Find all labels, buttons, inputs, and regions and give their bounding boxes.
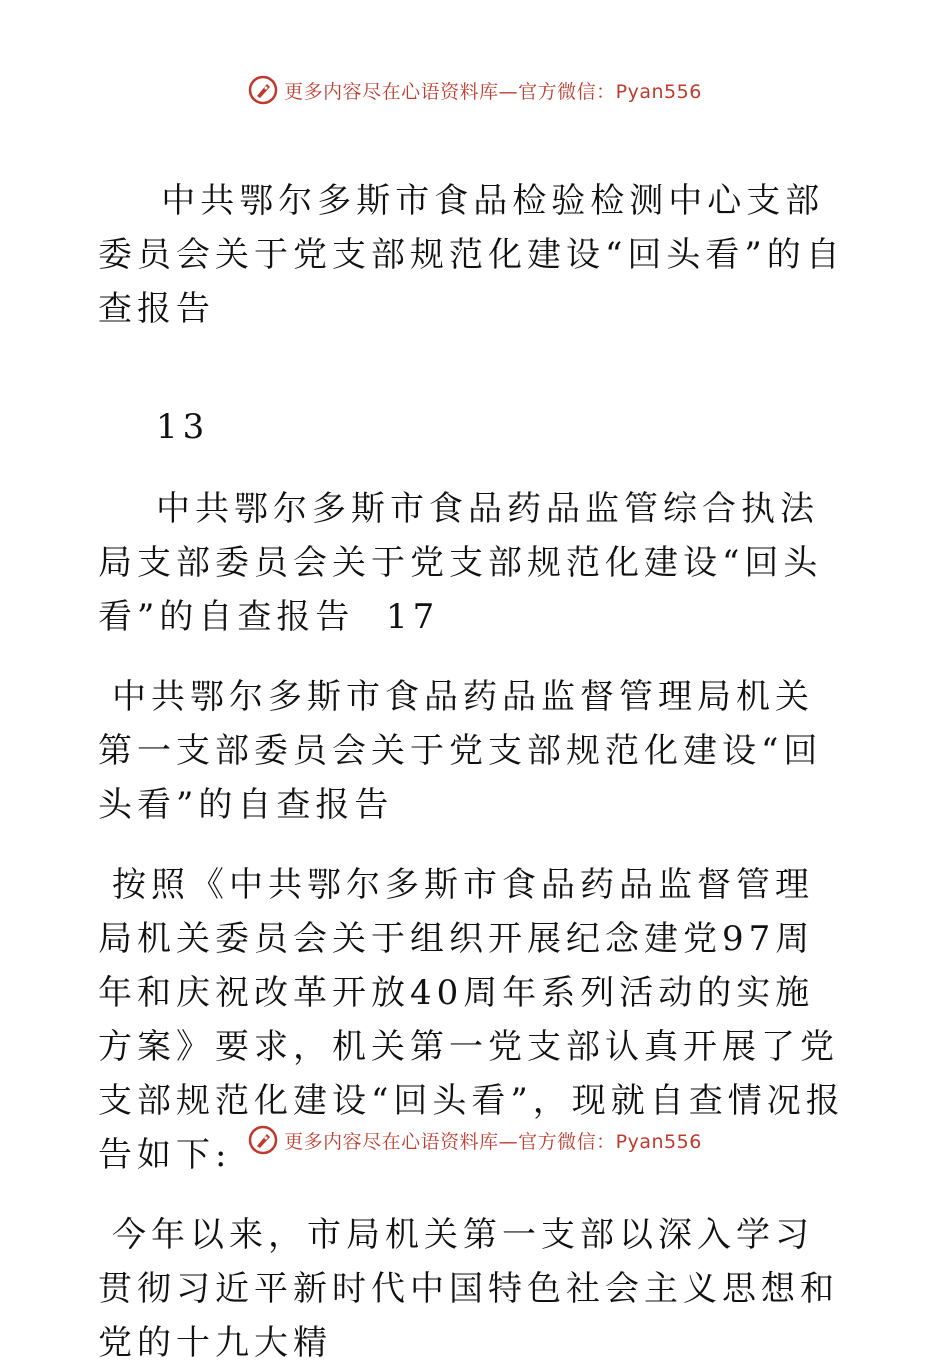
section-title: 中共鄂尔多斯市食品药品监督管理局机关第一支部委员会关于党支部规范化建设“回头看”的自查报告: [98, 677, 823, 825]
body-paragraph: 今年以来，市局机关第一支部以深入学习贯彻习近平新时代中国特色社会主义思想和党的十九大精: [98, 1215, 839, 1363]
toc-entry-title: 中共鄂尔多斯市食品药品监管综合执法局支部委员会关于党支部规范化建设“回头看”的自查报告: [98, 489, 823, 637]
document-body: [98, 120, 850, 1370]
toc-entry-title: 中共鄂尔多斯市食品检验检测中心支部委员会关于党支部规范化建设“回头看”的自查报告: [98, 181, 845, 329]
pen-nib-logo-icon: [248, 75, 278, 105]
watermark-footer: [0, 1122, 950, 1158]
toc-entry-1[interactable]: [98, 120, 850, 390]
toc-entry-page-number: 13: [156, 407, 210, 447]
pen-nib-logo-icon: [248, 1125, 278, 1155]
body-paragraph: 按照《中共鄂尔多斯市食品药品监督管理局机关委员会关于组织开展纪念建党97周年和庆祝改革开放40周年系列活动的实施方案》要求，机关第一党支部认真开展了党支部规范化建设“回头看”，现就自查情况报告如下:: [98, 865, 845, 1175]
watermark-text: 更多内容尽在心语资料库—官方微信：Pyan556: [284, 80, 702, 103]
toc-entry-page-number: 17: [386, 597, 440, 637]
toc-entry-2[interactable]: [98, 482, 850, 644]
watermark-header: [0, 72, 950, 108]
watermark-text: 更多内容尽在心语资料库—官方微信：Pyan556: [284, 1130, 702, 1153]
